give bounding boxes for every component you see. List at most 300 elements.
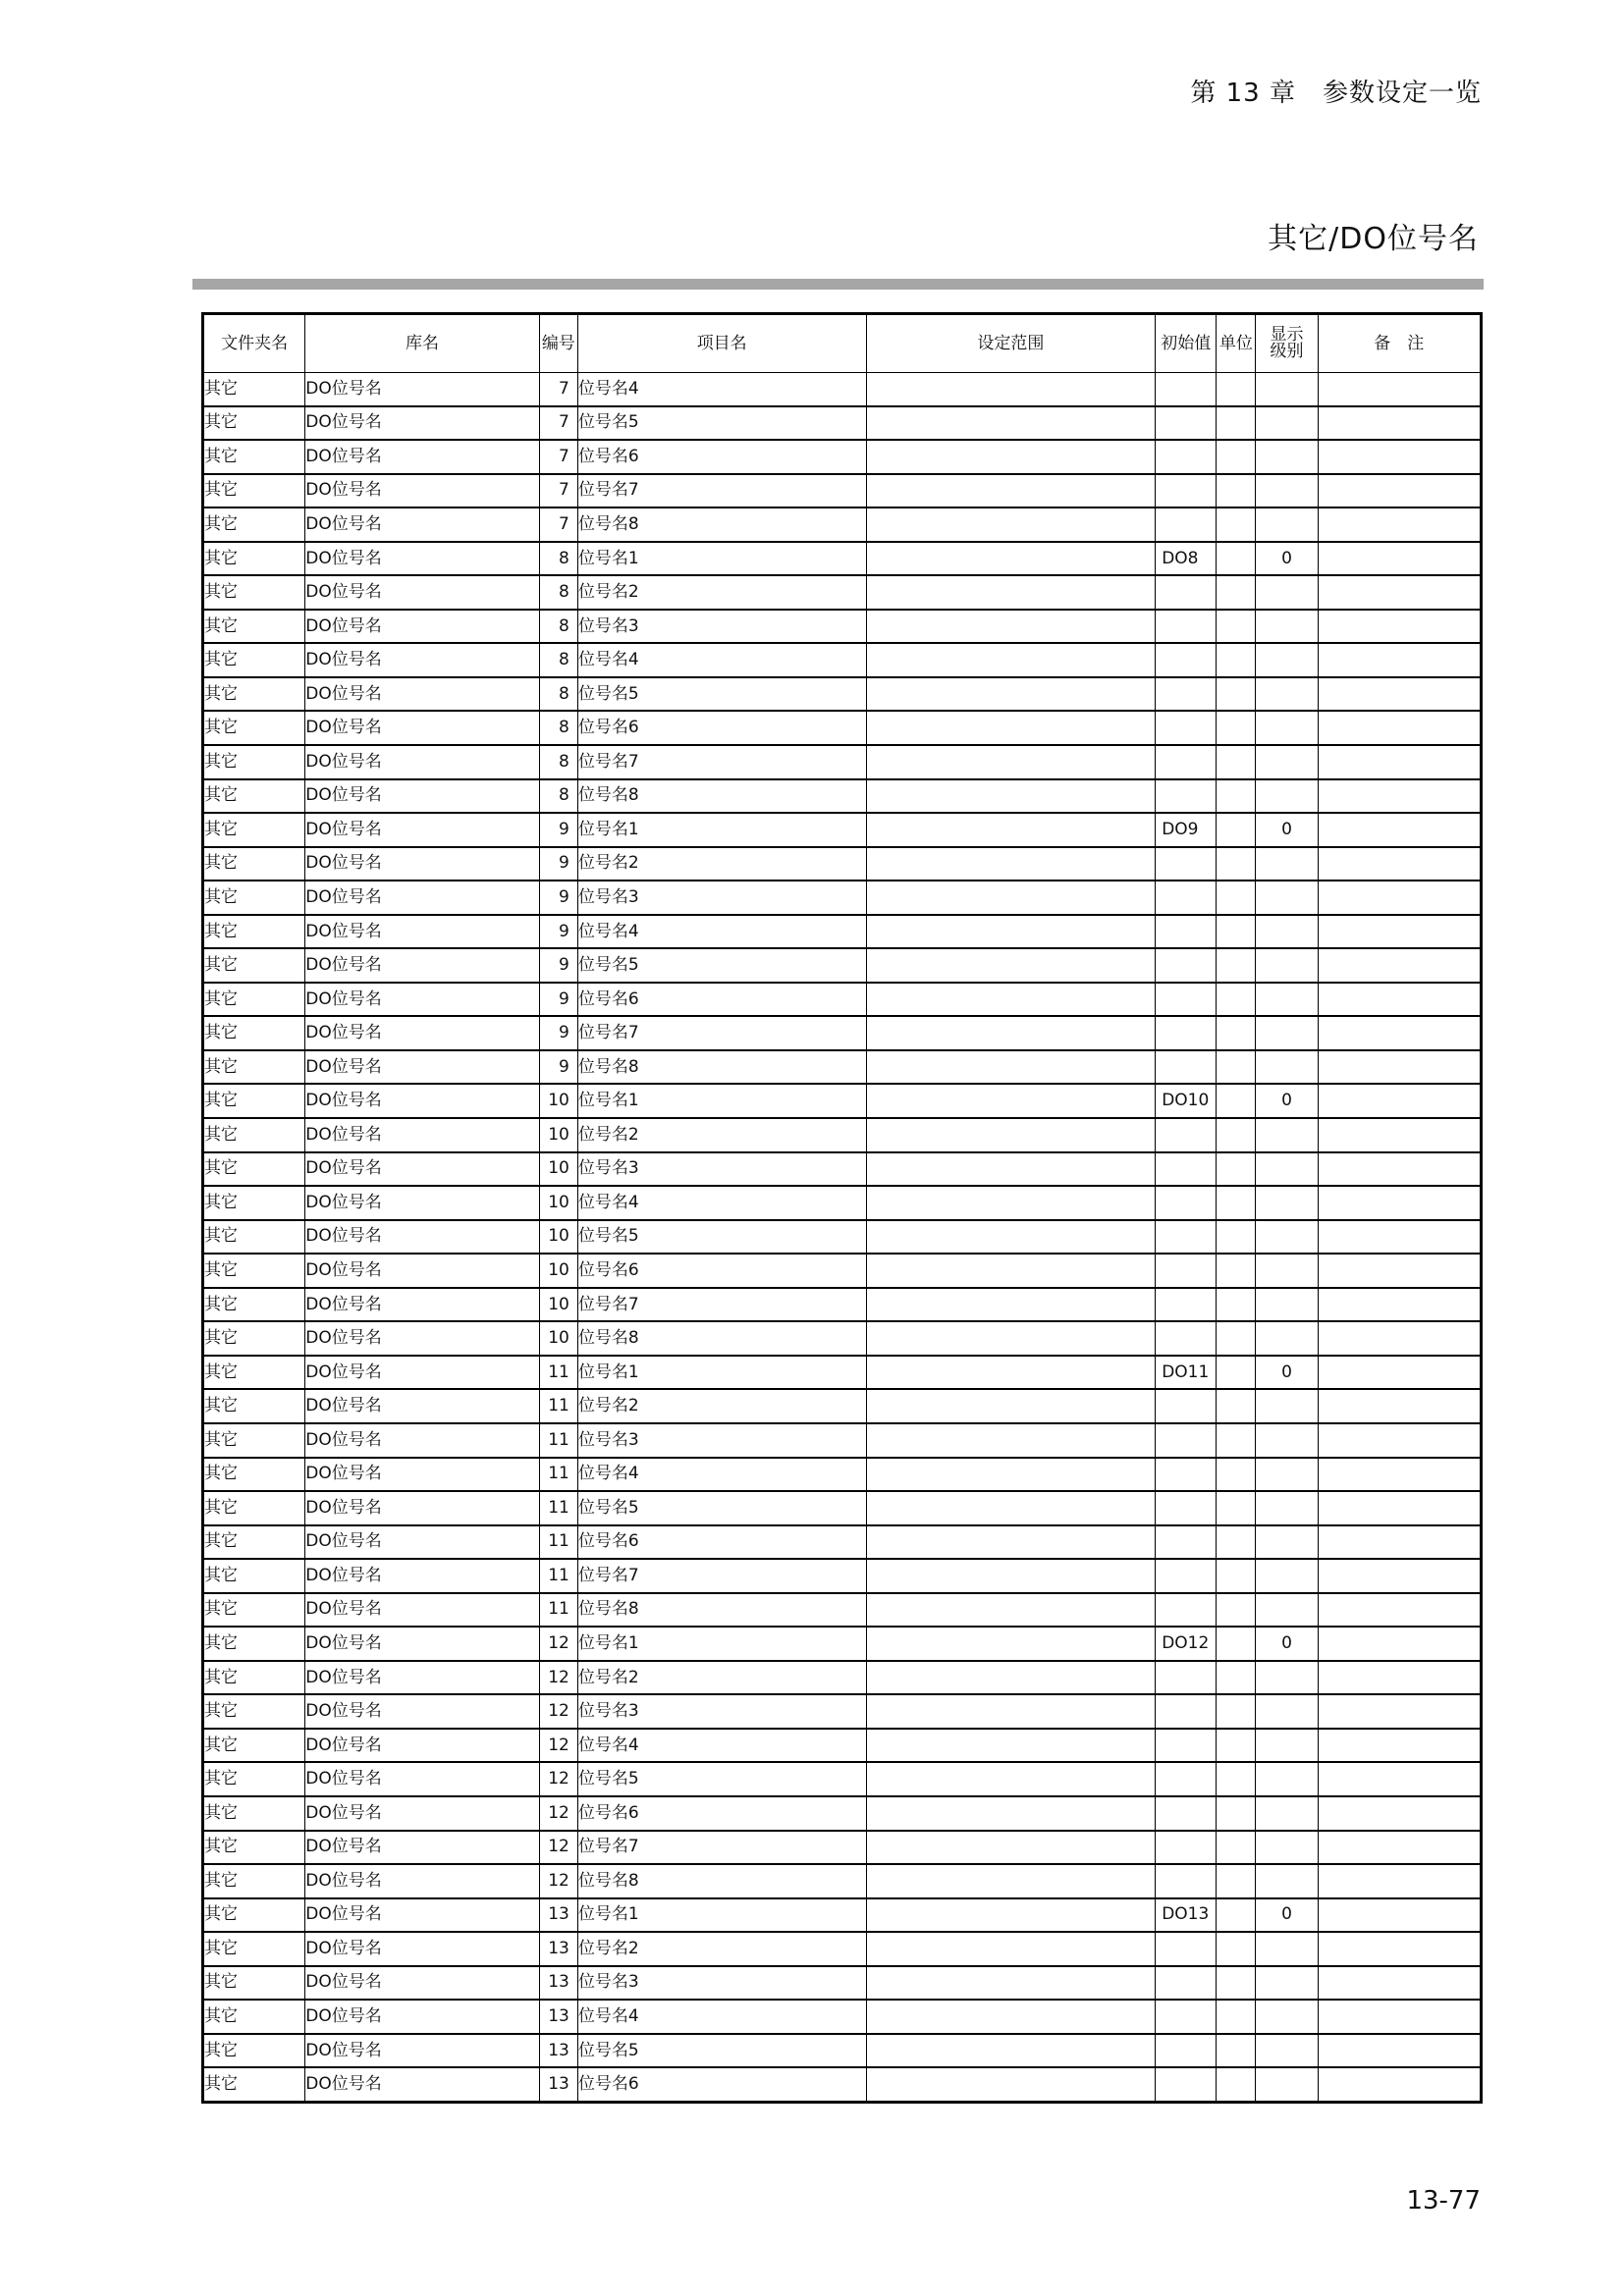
cell-library: DO位号名 bbox=[305, 1321, 540, 1356]
cell-folder: 其它 bbox=[203, 1559, 305, 1593]
table-row bbox=[203, 847, 1482, 881]
table-row bbox=[203, 542, 1482, 576]
cell-remarks bbox=[1318, 711, 1481, 745]
cell-item: 位号名6 bbox=[577, 2067, 866, 2102]
cell-item: 位号名4 bbox=[577, 1729, 866, 1763]
cell-folder: 其它 bbox=[203, 1084, 305, 1118]
cell-display-level bbox=[1256, 711, 1318, 745]
cell-initial bbox=[1156, 1458, 1217, 1492]
cell-item: 位号名8 bbox=[577, 1050, 866, 1085]
cell-range bbox=[866, 643, 1156, 677]
cell-folder: 其它 bbox=[203, 1627, 305, 1661]
cell-number: 10 bbox=[539, 1084, 577, 1118]
cell-remarks bbox=[1318, 1559, 1481, 1593]
cell-folder: 其它 bbox=[203, 373, 305, 406]
cell-remarks bbox=[1318, 575, 1481, 610]
cell-remarks bbox=[1318, 1729, 1481, 1763]
cell-library: DO位号名 bbox=[305, 1458, 540, 1492]
cell-library: DO位号名 bbox=[305, 1356, 540, 1390]
cell-unit bbox=[1217, 373, 1256, 406]
cell-display-level: 0 bbox=[1256, 1356, 1318, 1390]
cell-item: 位号名1 bbox=[577, 1627, 866, 1661]
cell-range bbox=[866, 1118, 1156, 1152]
cell-item: 位号名5 bbox=[577, 677, 866, 712]
cell-folder: 其它 bbox=[203, 1016, 305, 1050]
table-row bbox=[203, 881, 1482, 915]
cell-initial bbox=[1156, 711, 1217, 745]
cell-folder: 其它 bbox=[203, 745, 305, 779]
cell-folder: 其它 bbox=[203, 610, 305, 644]
cell-library: DO位号名 bbox=[305, 1084, 540, 1118]
cell-initial bbox=[1156, 643, 1217, 677]
cell-item: 位号名3 bbox=[577, 1694, 866, 1729]
cell-display-level bbox=[1256, 948, 1318, 983]
cell-range bbox=[866, 1525, 1156, 1560]
cell-library: DO位号名 bbox=[305, 1932, 540, 1966]
cell-item: 位号名1 bbox=[577, 1084, 866, 1118]
cell-folder: 其它 bbox=[203, 983, 305, 1017]
cell-unit bbox=[1217, 1898, 1256, 1933]
cell-library: DO位号名 bbox=[305, 1152, 540, 1187]
cell-number: 13 bbox=[539, 2034, 577, 2068]
cell-initial bbox=[1156, 1864, 1217, 1898]
cell-display-level bbox=[1256, 1831, 1318, 1865]
cell-range bbox=[866, 440, 1156, 474]
cell-item: 位号名1 bbox=[577, 542, 866, 576]
cell-number: 9 bbox=[539, 1016, 577, 1050]
cell-folder: 其它 bbox=[203, 847, 305, 881]
table-row bbox=[203, 1220, 1482, 1255]
cell-folder: 其它 bbox=[203, 440, 305, 474]
cell-number: 8 bbox=[539, 677, 577, 712]
cell-display-level bbox=[1256, 1321, 1318, 1356]
cell-initial bbox=[1156, 1321, 1217, 1356]
cell-folder: 其它 bbox=[203, 1898, 305, 1933]
cell-library: DO位号名 bbox=[305, 1694, 540, 1729]
cell-library: DO位号名 bbox=[305, 915, 540, 949]
cell-unit bbox=[1217, 915, 1256, 949]
cell-number: 8 bbox=[539, 779, 577, 814]
cell-item: 位号名1 bbox=[577, 1356, 866, 1390]
cell-remarks bbox=[1318, 1932, 1481, 1966]
cell-remarks bbox=[1318, 813, 1481, 847]
cell-number: 12 bbox=[539, 1831, 577, 1865]
cell-item: 位号名4 bbox=[577, 643, 866, 677]
cell-library: DO位号名 bbox=[305, 1423, 540, 1458]
cell-item: 位号名3 bbox=[577, 1152, 866, 1187]
cell-display-level bbox=[1256, 881, 1318, 915]
cell-item: 位号名5 bbox=[577, 406, 866, 441]
cell-display-level bbox=[1256, 1796, 1318, 1831]
header-number: 编号 bbox=[539, 314, 577, 373]
cell-number: 7 bbox=[539, 440, 577, 474]
cell-display-level bbox=[1256, 1729, 1318, 1763]
cell-remarks bbox=[1318, 983, 1481, 1017]
cell-number: 10 bbox=[539, 1254, 577, 1288]
cell-remarks bbox=[1318, 779, 1481, 814]
cell-folder: 其它 bbox=[203, 948, 305, 983]
table-row bbox=[203, 1932, 1482, 1966]
cell-folder: 其它 bbox=[203, 1321, 305, 1356]
cell-initial: DO11 bbox=[1156, 1356, 1217, 1390]
header-range: 设定范围 bbox=[866, 314, 1156, 373]
header-display-level-line1: 显示 bbox=[1270, 325, 1304, 345]
header-item: 项目名 bbox=[577, 314, 866, 373]
cell-library: DO位号名 bbox=[305, 373, 540, 406]
cell-folder: 其它 bbox=[203, 575, 305, 610]
cell-display-level bbox=[1256, 1966, 1318, 2001]
cell-initial bbox=[1156, 779, 1217, 814]
cell-item: 位号名4 bbox=[577, 1458, 866, 1492]
cell-display-level bbox=[1256, 1016, 1318, 1050]
cell-folder: 其它 bbox=[203, 643, 305, 677]
cell-initial bbox=[1156, 1220, 1217, 1255]
cell-number: 9 bbox=[539, 983, 577, 1017]
table-row bbox=[203, 1356, 1482, 1390]
cell-remarks bbox=[1318, 1898, 1481, 1933]
table-row bbox=[203, 1050, 1482, 1085]
cell-library: DO位号名 bbox=[305, 610, 540, 644]
cell-item: 位号名4 bbox=[577, 1186, 866, 1220]
cell-display-level bbox=[1256, 1525, 1318, 1560]
cell-range bbox=[866, 1694, 1156, 1729]
cell-unit bbox=[1217, 1050, 1256, 1085]
table-row bbox=[203, 1898, 1482, 1933]
cell-item: 位号名3 bbox=[577, 1966, 866, 2001]
cell-item: 位号名1 bbox=[577, 1898, 866, 1933]
cell-number: 12 bbox=[539, 1796, 577, 1831]
cell-initial bbox=[1156, 1016, 1217, 1050]
cell-display-level: 0 bbox=[1256, 1084, 1318, 1118]
cell-folder: 其它 bbox=[203, 1152, 305, 1187]
cell-folder: 其它 bbox=[203, 1491, 305, 1525]
cell-display-level bbox=[1256, 779, 1318, 814]
table-row bbox=[203, 1831, 1482, 1865]
cell-library: DO位号名 bbox=[305, 1525, 540, 1560]
cell-initial bbox=[1156, 1389, 1217, 1423]
table-row bbox=[203, 373, 1482, 406]
table-row bbox=[203, 1084, 1482, 1118]
cell-number: 11 bbox=[539, 1491, 577, 1525]
cell-initial: DO13 bbox=[1156, 1898, 1217, 1933]
cell-library: DO位号名 bbox=[305, 1627, 540, 1661]
cell-display-level bbox=[1256, 1423, 1318, 1458]
cell-folder: 其它 bbox=[203, 406, 305, 441]
cell-display-level bbox=[1256, 474, 1318, 508]
cell-initial bbox=[1156, 1152, 1217, 1187]
cell-number: 11 bbox=[539, 1559, 577, 1593]
cell-item: 位号名5 bbox=[577, 1491, 866, 1525]
cell-remarks bbox=[1318, 2000, 1481, 2034]
cell-item: 位号名8 bbox=[577, 1593, 866, 1628]
cell-library: DO位号名 bbox=[305, 406, 540, 441]
cell-initial bbox=[1156, 474, 1217, 508]
cell-item: 位号名2 bbox=[577, 575, 866, 610]
cell-library: DO位号名 bbox=[305, 813, 540, 847]
cell-item: 位号名4 bbox=[577, 2000, 866, 2034]
table-row bbox=[203, 2034, 1482, 2068]
cell-item: 位号名7 bbox=[577, 474, 866, 508]
cell-unit bbox=[1217, 1186, 1256, 1220]
cell-range bbox=[866, 1593, 1156, 1628]
cell-display-level bbox=[1256, 373, 1318, 406]
cell-unit bbox=[1217, 575, 1256, 610]
table-row bbox=[203, 948, 1482, 983]
cell-unit bbox=[1217, 542, 1256, 576]
cell-library: DO位号名 bbox=[305, 1593, 540, 1628]
cell-number: 9 bbox=[539, 881, 577, 915]
cell-remarks bbox=[1318, 1254, 1481, 1288]
cell-folder: 其它 bbox=[203, 1762, 305, 1796]
cell-unit bbox=[1217, 1932, 1256, 1966]
cell-folder: 其它 bbox=[203, 1254, 305, 1288]
table-body bbox=[203, 373, 1482, 2103]
cell-range bbox=[866, 1831, 1156, 1865]
cell-number: 12 bbox=[539, 1729, 577, 1763]
cell-range bbox=[866, 1491, 1156, 1525]
cell-item: 位号名2 bbox=[577, 1118, 866, 1152]
cell-unit bbox=[1217, 1389, 1256, 1423]
cell-unit bbox=[1217, 677, 1256, 712]
cell-range bbox=[866, 1898, 1156, 1933]
table-row bbox=[203, 1491, 1482, 1525]
cell-initial bbox=[1156, 507, 1217, 542]
cell-item: 位号名5 bbox=[577, 948, 866, 983]
cell-display-level bbox=[1256, 1694, 1318, 1729]
table-row bbox=[203, 1729, 1482, 1763]
cell-initial bbox=[1156, 1050, 1217, 1085]
header-library: 库名 bbox=[305, 314, 540, 373]
cell-display-level bbox=[1256, 610, 1318, 644]
cell-number: 11 bbox=[539, 1525, 577, 1560]
cell-initial bbox=[1156, 2067, 1217, 2102]
cell-library: DO位号名 bbox=[305, 1288, 540, 1322]
cell-unit bbox=[1217, 1966, 1256, 2001]
cell-initial bbox=[1156, 1932, 1217, 1966]
cell-unit bbox=[1217, 507, 1256, 542]
cell-initial bbox=[1156, 881, 1217, 915]
cell-number: 12 bbox=[539, 1864, 577, 1898]
cell-folder: 其它 bbox=[203, 1389, 305, 1423]
cell-unit bbox=[1217, 1084, 1256, 1118]
cell-folder: 其它 bbox=[203, 711, 305, 745]
cell-unit bbox=[1217, 1796, 1256, 1831]
cell-display-level bbox=[1256, 1152, 1318, 1187]
cell-item: 位号名5 bbox=[577, 2034, 866, 2068]
cell-range bbox=[866, 1220, 1156, 1255]
cell-display-level bbox=[1256, 2034, 1318, 2068]
table-row bbox=[203, 1152, 1482, 1187]
cell-library: DO位号名 bbox=[305, 1254, 540, 1288]
cell-item: 位号名8 bbox=[577, 1321, 866, 1356]
header-initial: 初始值 bbox=[1156, 314, 1217, 373]
cell-number: 13 bbox=[539, 2000, 577, 2034]
cell-unit bbox=[1217, 440, 1256, 474]
header-display-level bbox=[1256, 314, 1318, 373]
cell-unit bbox=[1217, 1458, 1256, 1492]
cell-remarks bbox=[1318, 1831, 1481, 1865]
cell-initial: DO10 bbox=[1156, 1084, 1217, 1118]
cell-initial bbox=[1156, 1762, 1217, 1796]
cell-initial bbox=[1156, 1423, 1217, 1458]
cell-initial bbox=[1156, 1118, 1217, 1152]
cell-range bbox=[866, 948, 1156, 983]
table-row bbox=[203, 711, 1482, 745]
cell-item: 位号名8 bbox=[577, 507, 866, 542]
cell-range bbox=[866, 1050, 1156, 1085]
cell-unit bbox=[1217, 1831, 1256, 1865]
cell-library: DO位号名 bbox=[305, 474, 540, 508]
cell-initial bbox=[1156, 745, 1217, 779]
cell-number: 8 bbox=[539, 575, 577, 610]
cell-initial: DO12 bbox=[1156, 1627, 1217, 1661]
cell-range bbox=[866, 983, 1156, 1017]
cell-remarks bbox=[1318, 406, 1481, 441]
cell-remarks bbox=[1318, 610, 1481, 644]
cell-library: DO位号名 bbox=[305, 948, 540, 983]
cell-number: 10 bbox=[539, 1321, 577, 1356]
cell-number: 12 bbox=[539, 1694, 577, 1729]
cell-number: 11 bbox=[539, 1458, 577, 1492]
cell-range bbox=[866, 1559, 1156, 1593]
table-row bbox=[203, 1389, 1482, 1423]
cell-remarks bbox=[1318, 1321, 1481, 1356]
cell-range bbox=[866, 1966, 1156, 2001]
table-row bbox=[203, 1864, 1482, 1898]
table-row bbox=[203, 2000, 1482, 2034]
cell-library: DO位号名 bbox=[305, 2034, 540, 2068]
cell-folder: 其它 bbox=[203, 1966, 305, 2001]
cell-number: 10 bbox=[539, 1152, 577, 1187]
cell-item: 位号名2 bbox=[577, 1389, 866, 1423]
cell-unit bbox=[1217, 813, 1256, 847]
cell-number: 13 bbox=[539, 1898, 577, 1933]
table-row bbox=[203, 1559, 1482, 1593]
cell-library: DO位号名 bbox=[305, 1559, 540, 1593]
cell-remarks bbox=[1318, 1458, 1481, 1492]
table-row bbox=[203, 507, 1482, 542]
cell-unit bbox=[1217, 1423, 1256, 1458]
cell-library: DO位号名 bbox=[305, 1016, 540, 1050]
cell-display-level bbox=[1256, 1593, 1318, 1628]
cell-initial bbox=[1156, 610, 1217, 644]
table-row bbox=[203, 1321, 1482, 1356]
cell-remarks bbox=[1318, 1389, 1481, 1423]
cell-number: 7 bbox=[539, 373, 577, 406]
cell-item: 位号名5 bbox=[577, 1220, 866, 1255]
table-row bbox=[203, 610, 1482, 644]
cell-range bbox=[866, 373, 1156, 406]
table-row bbox=[203, 575, 1482, 610]
cell-item: 位号名7 bbox=[577, 1016, 866, 1050]
cell-folder: 其它 bbox=[203, 1423, 305, 1458]
table-row bbox=[203, 813, 1482, 847]
table-row bbox=[203, 745, 1482, 779]
table-row bbox=[203, 1694, 1482, 1729]
cell-folder: 其它 bbox=[203, 1288, 305, 1322]
table-row bbox=[203, 915, 1482, 949]
cell-remarks bbox=[1318, 1016, 1481, 1050]
cell-range bbox=[866, 813, 1156, 847]
cell-library: DO位号名 bbox=[305, 881, 540, 915]
cell-display-level bbox=[1256, 1186, 1318, 1220]
cell-number: 11 bbox=[539, 1389, 577, 1423]
cell-remarks bbox=[1318, 1186, 1481, 1220]
table-row bbox=[203, 2067, 1482, 2102]
cell-folder: 其它 bbox=[203, 1118, 305, 1152]
table-header-row bbox=[203, 314, 1482, 373]
cell-number: 8 bbox=[539, 745, 577, 779]
table-row bbox=[203, 677, 1482, 712]
cell-library: DO位号名 bbox=[305, 779, 540, 814]
cell-library: DO位号名 bbox=[305, 2067, 540, 2102]
cell-remarks bbox=[1318, 2034, 1481, 2068]
cell-range bbox=[866, 1321, 1156, 1356]
cell-display-level bbox=[1256, 1661, 1318, 1695]
cell-number: 7 bbox=[539, 507, 577, 542]
cell-unit bbox=[1217, 1254, 1256, 1288]
cell-item: 位号名7 bbox=[577, 1831, 866, 1865]
cell-unit bbox=[1217, 1593, 1256, 1628]
cell-number: 7 bbox=[539, 406, 577, 441]
table-row bbox=[203, 1661, 1482, 1695]
table-row bbox=[203, 1796, 1482, 1831]
cell-remarks bbox=[1318, 542, 1481, 576]
cell-number: 8 bbox=[539, 610, 577, 644]
table-row bbox=[203, 1762, 1482, 1796]
cell-folder: 其它 bbox=[203, 1932, 305, 1966]
cell-display-level bbox=[1256, 1288, 1318, 1322]
cell-folder: 其它 bbox=[203, 1186, 305, 1220]
cell-number: 7 bbox=[539, 474, 577, 508]
cell-remarks bbox=[1318, 1118, 1481, 1152]
cell-library: DO位号名 bbox=[305, 745, 540, 779]
cell-range bbox=[866, 745, 1156, 779]
cell-remarks bbox=[1318, 1694, 1481, 1729]
cell-display-level bbox=[1256, 1864, 1318, 1898]
cell-display-level: 0 bbox=[1256, 1898, 1318, 1933]
cell-library: DO位号名 bbox=[305, 711, 540, 745]
cell-range bbox=[866, 1389, 1156, 1423]
cell-range bbox=[866, 542, 1156, 576]
cell-range bbox=[866, 1016, 1156, 1050]
cell-unit bbox=[1217, 1525, 1256, 1560]
cell-item: 位号名6 bbox=[577, 1796, 866, 1831]
cell-remarks bbox=[1318, 507, 1481, 542]
cell-number: 13 bbox=[539, 2067, 577, 2102]
cell-folder: 其它 bbox=[203, 542, 305, 576]
header-unit: 单位 bbox=[1217, 314, 1256, 373]
cell-unit bbox=[1217, 1220, 1256, 1255]
cell-library: DO位号名 bbox=[305, 677, 540, 712]
cell-item: 位号名7 bbox=[577, 1288, 866, 1322]
cell-number: 11 bbox=[539, 1593, 577, 1628]
cell-library: DO位号名 bbox=[305, 1831, 540, 1865]
cell-item: 位号名4 bbox=[577, 915, 866, 949]
table-row bbox=[203, 1423, 1482, 1458]
cell-range bbox=[866, 507, 1156, 542]
cell-remarks bbox=[1318, 1796, 1481, 1831]
cell-number: 10 bbox=[539, 1220, 577, 1255]
cell-unit bbox=[1217, 1356, 1256, 1390]
cell-initial bbox=[1156, 373, 1217, 406]
cell-unit bbox=[1217, 1627, 1256, 1661]
cell-range bbox=[866, 779, 1156, 814]
cell-initial: DO9 bbox=[1156, 813, 1217, 847]
cell-remarks bbox=[1318, 1762, 1481, 1796]
cell-unit bbox=[1217, 1288, 1256, 1322]
cell-range bbox=[866, 2034, 1156, 2068]
